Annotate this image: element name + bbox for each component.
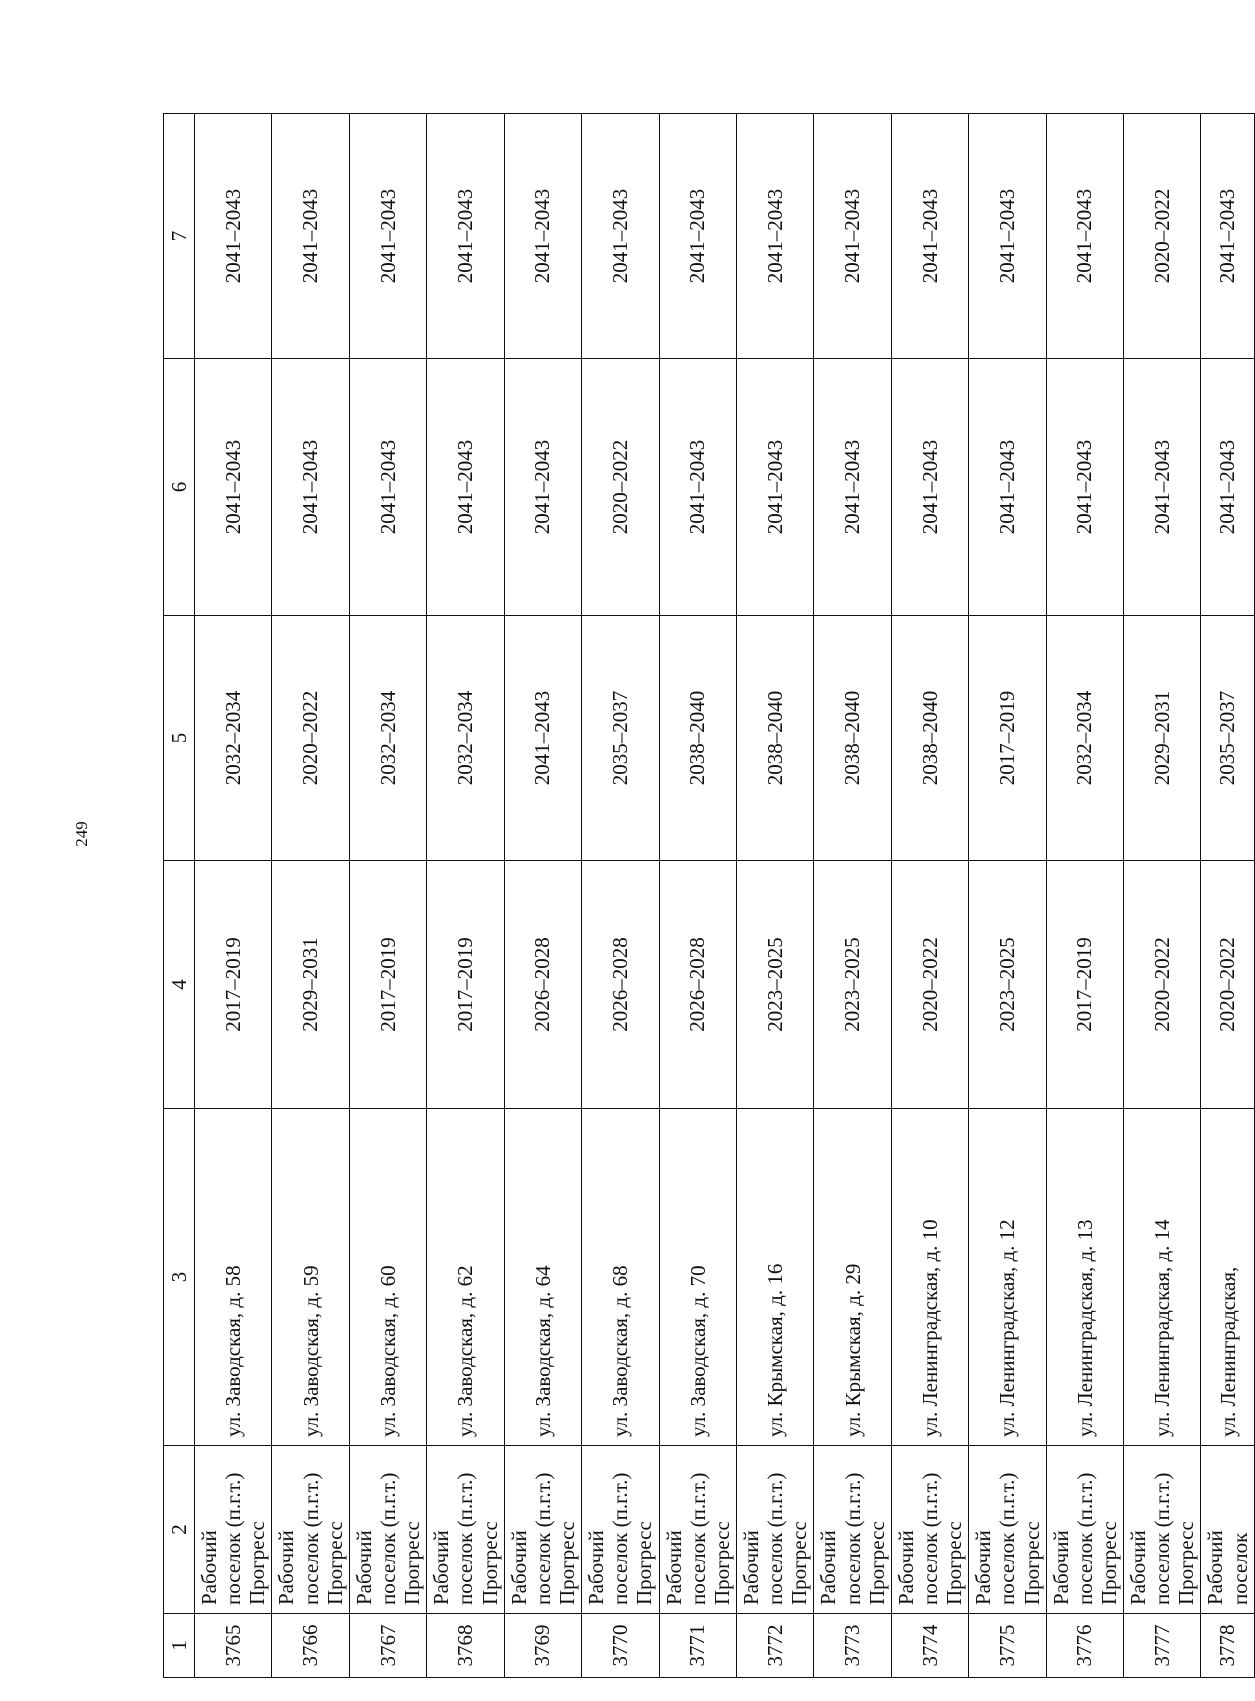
locality-cell: Рабочий поселок (п.г.т.) Прогресс	[736, 1446, 813, 1614]
table-row	[1046, 114, 1123, 1678]
address-cell: ул. Заводская, д. 60	[349, 1109, 426, 1446]
period-col7-cell: 2041–2043	[969, 114, 1046, 359]
period-col7-cell: 2041–2043	[736, 114, 813, 359]
row-number-cell: 3770	[582, 1614, 659, 1678]
locality-cell: Рабочий поселок (п.г.т.) Прогресс	[814, 1446, 891, 1614]
row-number-cell: 3778	[1201, 1614, 1254, 1678]
period-col7-cell: 2041–2043	[814, 114, 891, 359]
row-number-cell: 3773	[814, 1614, 891, 1678]
period-col6-cell: 2041–2043	[272, 359, 349, 616]
row-number-cell: 3772	[736, 1614, 813, 1678]
period-col4-cell: 2026–2028	[582, 861, 659, 1109]
address-cell: ул. Ленинградская, д. 14	[1124, 1109, 1201, 1446]
row-number-cell: 3769	[504, 1614, 581, 1678]
period-col4-cell: 2023–2025	[736, 861, 813, 1109]
address-cell: ул. Ленинградская, д. 13	[1046, 1109, 1123, 1446]
period-col4-cell: 2026–2028	[659, 861, 736, 1109]
period-col6-cell: 2041–2043	[969, 359, 1046, 616]
period-col7-cell: 2041–2043	[427, 114, 504, 359]
locality-cell: Рабочий поселок (п.г.т.) Прогресс	[1046, 1446, 1123, 1614]
address-cell: ул. Заводская, д. 64	[504, 1109, 581, 1446]
table-row	[1124, 114, 1201, 1678]
row-number-cell: 3775	[969, 1614, 1046, 1678]
period-col6-cell: 2041–2043	[814, 359, 891, 616]
period-col4-cell: 2029–2031	[272, 861, 349, 1109]
period-col6-cell: 2041–2043	[349, 359, 426, 616]
address-cell: ул. Ленинградская, д. 10	[891, 1109, 968, 1446]
period-col6-cell: 2041–2043	[1124, 359, 1201, 616]
period-col4-cell: 2023–2025	[969, 861, 1046, 1109]
period-col4-cell: 2026–2028	[504, 861, 581, 1109]
period-col5-cell: 2032–2034	[195, 616, 272, 861]
address-cell: ул. Крымская, д. 16	[736, 1109, 813, 1446]
row-number-cell: 3766	[272, 1614, 349, 1678]
address-cell: ул. Ленинградская,	[1201, 1109, 1254, 1446]
table-row	[1201, 114, 1254, 1678]
row-number-cell: 3771	[659, 1614, 736, 1678]
page-number: 249	[72, 821, 91, 847]
period-col6-cell: 2041–2043	[427, 359, 504, 616]
address-cell: ул. Заводская, д. 58	[195, 1109, 272, 1446]
locality-cell: Рабочий поселок (п.г.т.) Прогресс	[349, 1446, 426, 1614]
table-row	[736, 114, 813, 1678]
period-col7-cell: 2041–2043	[659, 114, 736, 359]
locality-cell: Рабочий поселок (п.г.т.) Прогресс	[659, 1446, 736, 1614]
period-col5-cell: 2041–2043	[504, 616, 581, 861]
row-number-cell: 3776	[1046, 1614, 1123, 1678]
period-col6-cell: 2041–2043	[504, 359, 581, 616]
period-col7-cell: 2041–2043	[582, 114, 659, 359]
address-cell: ул. Заводская, д. 62	[427, 1109, 504, 1446]
row-number-cell: 3767	[349, 1614, 426, 1678]
period-col5-cell: 2032–2034	[349, 616, 426, 861]
period-col5-cell: 2032–2034	[427, 616, 504, 861]
period-col4-cell: 2017–2019	[349, 861, 426, 1109]
period-col7-cell: 2020–2022	[1124, 114, 1201, 359]
locality-cell: Рабочий поселок (п.г.т.) Прогресс	[1124, 1446, 1201, 1614]
period-col4-cell: 2017–2019	[1046, 861, 1123, 1109]
row-number-cell: 3765	[195, 1614, 272, 1678]
period-col6-cell: 2041–2043	[891, 359, 968, 616]
table-row	[891, 114, 968, 1678]
locality-cell: Рабочий поселок (п.г.т.) Прогресс	[969, 1446, 1046, 1614]
period-col7-cell: 2041–2043	[272, 114, 349, 359]
period-col5-cell: 2035–2037	[1201, 616, 1254, 861]
period-col5-cell: 2032–2034	[1046, 616, 1123, 861]
period-col7-cell: 2041–2043	[1046, 114, 1123, 359]
table-row	[504, 114, 581, 1678]
period-col5-cell: 2035–2037	[582, 616, 659, 861]
table-body	[195, 114, 1255, 1678]
address-cell: ул. Заводская, д. 59	[272, 1109, 349, 1446]
period-col4-cell: 2020–2022	[1201, 861, 1254, 1109]
period-col5-cell: 2038–2040	[814, 616, 891, 861]
period-col4-cell: 2017–2019	[195, 861, 272, 1109]
table-row	[349, 114, 426, 1678]
locality-cell: Рабочий поселок (п.г.т.) Прогресс	[504, 1446, 581, 1614]
table-row	[195, 114, 272, 1678]
column-header: 6	[164, 359, 195, 616]
address-cell: ул. Заводская, д. 70	[659, 1109, 736, 1446]
table-row	[814, 114, 891, 1678]
table-row	[582, 114, 659, 1678]
header-row	[164, 114, 195, 1678]
address-cell: ул. Ленинградская, д. 12	[969, 1109, 1046, 1446]
period-col6-cell: 2041–2043	[1201, 359, 1254, 616]
period-col7-cell: 2041–2043	[1201, 114, 1254, 359]
column-header: 7	[164, 114, 195, 359]
column-header: 2	[164, 1446, 195, 1614]
address-cell: ул. Заводская, д. 68	[582, 1109, 659, 1446]
table-row	[969, 114, 1046, 1678]
row-number-cell: 3774	[891, 1614, 968, 1678]
period-col5-cell: 2029–2031	[1124, 616, 1201, 861]
period-col5-cell: 2038–2040	[891, 616, 968, 861]
schedule-table	[163, 113, 1255, 1678]
period-col5-cell: 2020–2022	[272, 616, 349, 861]
locality-cell: Рабочий поселок (п.г.т.) Прогресс	[582, 1446, 659, 1614]
table-row	[427, 114, 504, 1678]
address-cell: ул. Крымская, д. 29	[814, 1109, 891, 1446]
row-number-cell: 3768	[427, 1614, 504, 1678]
locality-cell: Рабочий поселок (п.г.т.) Прогресс	[272, 1446, 349, 1614]
column-header: 3	[164, 1109, 195, 1446]
rotated-table-container	[163, 114, 1252, 1678]
locality-cell: Рабочий поселок	[1201, 1446, 1254, 1614]
period-col5-cell: 2038–2040	[736, 616, 813, 861]
locality-cell: Рабочий поселок (п.г.т.) Прогресс	[891, 1446, 968, 1614]
period-col6-cell: 2041–2043	[1046, 359, 1123, 616]
period-col6-cell: 2041–2043	[736, 359, 813, 616]
period-col4-cell: 2017–2019	[427, 861, 504, 1109]
table-row	[272, 114, 349, 1678]
period-col6-cell: 2041–2043	[195, 359, 272, 616]
period-col7-cell: 2041–2043	[195, 114, 272, 359]
period-col5-cell: 2017–2019	[969, 616, 1046, 861]
period-col4-cell: 2020–2022	[891, 861, 968, 1109]
period-col4-cell: 2020–2022	[1124, 861, 1201, 1109]
locality-cell: Рабочий поселок (п.г.т.) Прогресс	[195, 1446, 272, 1614]
row-number-cell: 3777	[1124, 1614, 1201, 1678]
period-col4-cell: 2023–2025	[814, 861, 891, 1109]
period-col7-cell: 2041–2043	[891, 114, 968, 359]
column-header: 4	[164, 861, 195, 1109]
column-header: 5	[164, 616, 195, 861]
period-col5-cell: 2038–2040	[659, 616, 736, 861]
locality-cell: Рабочий поселок (п.г.т.) Прогресс	[427, 1446, 504, 1614]
period-col7-cell: 2041–2043	[349, 114, 426, 359]
column-header: 1	[164, 1614, 195, 1678]
table-row	[659, 114, 736, 1678]
period-col6-cell: 2041–2043	[659, 359, 736, 616]
period-col6-cell: 2020–2022	[582, 359, 659, 616]
period-col7-cell: 2041–2043	[504, 114, 581, 359]
